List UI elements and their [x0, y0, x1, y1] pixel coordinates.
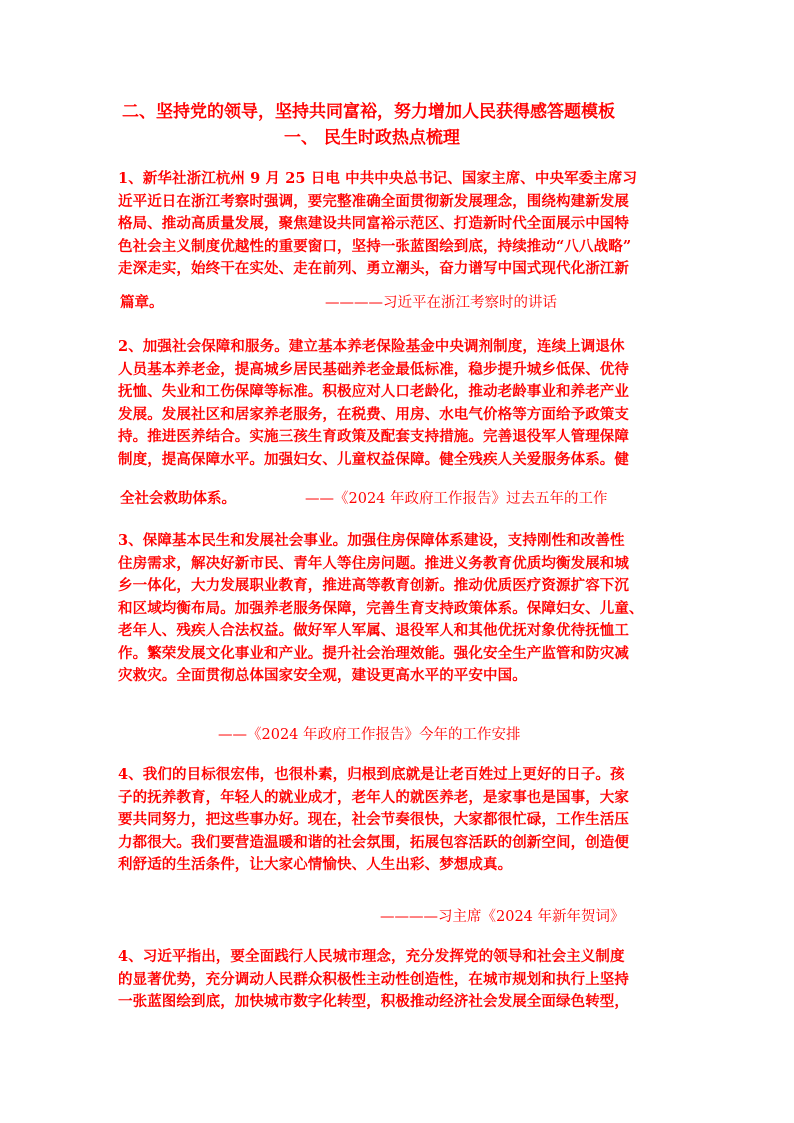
- paragraph-line: 2、加强社会保障和服务。建立基本养老保险基金中央调剂制度，连续上调退休: [118, 338, 625, 355]
- paragraph-line: 格局、推动高质量发展，聚焦建设共同富裕示范区、打造新时代全面展示中国特: [118, 215, 629, 232]
- paragraph-line: 和区域均衡布局。加强养老服务保障，完善生育支持政策体系。保障妇女、儿童、: [118, 599, 644, 617]
- paragraph-line: 住房需求，解决好新市民、青年人等住房问题。推进义务教育优质均衡发展和城: [118, 554, 629, 572]
- paragraph-line: 3、保障基本民生和发展社会事业。加强住房保障体系建设，支持刚性和改善性: [118, 532, 625, 549]
- paragraph-1-last-line: [120, 292, 164, 314]
- paragraph-line: 的显著优势，充分调动人民群众积极性主动性创造性，在城市规划和执行上坚持: [118, 970, 629, 988]
- paragraph-line: 老年人、残疾人合法权益。做好军人军属、退役军人和其他优抚对象优待抚恤工: [118, 622, 629, 639]
- paragraph-4: [118, 764, 678, 877]
- paragraph-line: 发展。发展社区和居家养老服务，在税费、用房、水电气价格等方面给予政策支: [118, 405, 629, 423]
- paragraph-line: 子的抚养教育，年轻人的就业成才，老年人的就医养老，是家事也是国事，大家: [118, 788, 629, 806]
- paragraph-line: 4、我们的目标很宏伟，也很朴素，归根到底就是让老百姓过上更好的日子。孩: [118, 766, 625, 783]
- paragraph-line: 篇章。: [120, 294, 164, 311]
- paragraph-line: 一张蓝图绘到底，加快城市数字化转型，积极推动经济社会发展全面绿色转型，: [118, 993, 629, 1010]
- paragraph-line: 1、新华社浙江杭州 9 月 25 日电 中共中央总书记、国家主席、中央军委主席习: [118, 170, 638, 187]
- paragraph-line: 人员基本养老金，提高城乡居民基础养老金最低标准，稳步提升城乡低保、优待: [118, 360, 629, 378]
- paragraph-line: 抚恤、失业和工伤保障等标准。积极应对人口老龄化，推动老龄事业和养老产业: [118, 383, 629, 400]
- paragraph-line: 全社会救助体系。: [120, 490, 236, 507]
- paragraph-1: [118, 168, 678, 281]
- paragraph-line: 近平近日在浙江考察时强调，要完整准确全面贯彻新发展理念，围绕构建新发展: [118, 192, 629, 210]
- source-citation: ————习主席《2024 年新年贺词》: [380, 909, 625, 925]
- paragraph-5: [118, 946, 678, 1014]
- source-citation: ——《2024 年政府工作报告》过去五年的工作: [305, 491, 608, 507]
- paragraph-line: 走深走实，始终干在实处、走在前列、勇立潮头，奋力谱写中国式现代化浙江新: [118, 260, 629, 277]
- paragraph-line: 作。繁荣发展文化事业和产业。提升社会治理效能。强化安全生产监管和防灾减: [118, 644, 629, 662]
- source-citation: ————习近平在浙江考察时的讲话: [325, 295, 557, 311]
- section-heading: 一、 民生时政热点梳理: [284, 128, 460, 148]
- paragraph-line: 要共同努力，把这些事办好。现在，社会节奏很快，大家都很忙碌，工作生活压: [118, 811, 629, 828]
- paragraph-2: [118, 336, 678, 471]
- paragraph-line: 4、习近平指出，要全面践行人民城市理念，充分发挥党的领导和社会主义制度: [118, 948, 625, 965]
- paragraph-line: 灾救灾。全面贯彻总体国家安全观，建设更高水平的平安中国。: [118, 667, 527, 684]
- paragraph-line: 持。推进医养结合。实施三孩生育政策及配套支持措施。完善退役军人管理保障: [118, 428, 629, 445]
- paragraph-line: 制度，提高保障水平。加强妇女、儿童权益保障。健全残疾人关爱服务体系。健: [118, 450, 629, 468]
- paragraph-3: [118, 530, 678, 688]
- paragraph-line: 色社会主义制度优越性的重要窗口，坚持一张蓝图绘到底，持续推动“八八战略”: [118, 237, 632, 255]
- paragraph-line: 乡一体化，大力发展职业教育，推进高等教育创新。推动优质医疗资源扩容下沉: [118, 577, 629, 594]
- paragraph-line: 利舒适的生活条件，让大家心情愉快、人生出彩、梦想成真。: [118, 856, 513, 873]
- page-title: 二、坚持党的领导，坚持共同富裕，努力增加人民获得感答题模板: [122, 102, 615, 122]
- paragraph-line: 力都很大。我们要营造温暖和谐的社会氛围，拓展包容活跃的创新空间，创造便: [118, 833, 629, 851]
- paragraph-2-last-line: [120, 488, 236, 510]
- source-citation: ——《2024 年政府工作报告》今年的工作安排: [218, 727, 521, 743]
